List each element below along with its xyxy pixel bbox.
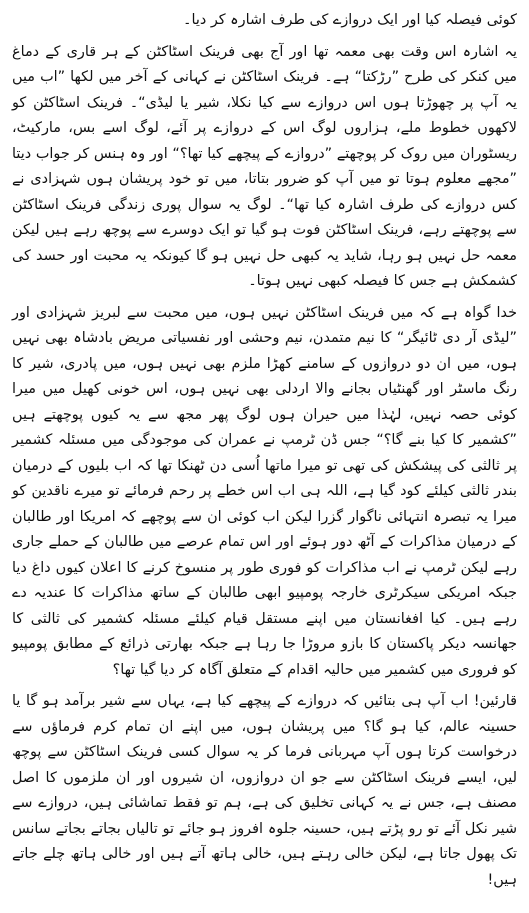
article-paragraph-3: خدا گواہ ہے کہ میں فرینک اسٹاکٹن نہیں ہوں، میں محبت سے لبریز شہزادی اور ”لیڈی آر دی ٹائیگر“ کا نیم متمدن، نیم وحشی اور نفسیاتی مریض بادشاہ بھی نہیں ہوں، میں ان دو دروازوں کے سامنے کھڑا ملزم بھی نہیں ہوں، میں پادری، شیر کا رنگ ماسٹر اور گھنٹیاں بجانے والا اردلی بھی نہیں ہوں، اس خونی کھیل میں میرا کوئی حصہ نہیں، لہٰذا میں حیران ہوں لوگ پھر مجھ سے یہ کیوں پوچھتے ہیں ”کشمیر کا کیا بنے گا؟“ جس ڈن ٹرمپ نے عمران کی موجودگی میں مسئلہ کشمیر پر ثالثی کی پیشکش کی تھی تو میرا ماتھا اُسی دن ٹھنکا تھا کہ اب بلیوں کے درمیان بندر ثالثی کیلئے کود گیا ہے، اللہ ہی اب اس خطے پر رحم فرمائے تو میرے ناقدین کو میرا یہ تبصرہ انتہائی ناگوار گزرا لیکن اب کوئی ان سے پوچھے کہ امریکا اور طالبان کے درمیان مذاکرات کے آٹھ دور ہوئے اور اس تمام عرصے میں طالبان کے حملے جاری رہے لیکن ٹرمپ نے اب مذاکرات کو فوری طور پر منسوخ کرنے کا اعلان کیوں داغ دیا جبکہ امریکی سیکرٹری خارجہ پومپیو ابھی طالبان کے ساتھ مذاکرات کا عندیہ دے رہے ہیں۔ کیا افغانستان میں اپنے مستقل قیام کیلئے مسئلہ کشمیر کی ثالثی کا جھانسہ دیکر پاکستان کا بازو مروڑا جا رہا ہے جبکہ بھارتی ذرائع کے مطابق پومپیو کو فروری میں کشمیر میں حالیہ اقدام کے متعلق آگاہ کر دیا گیا تھا؟ (12, 304, 517, 678)
article-paragraph-1: کوئی فیصلہ کیا اور ایک دروازے کی طرف اشارہ کر دیا۔ (183, 12, 517, 28)
article-paragraph-2: یہ اشارہ اس وقت بھی معمہ تھا اور آج بھی فرینک اسٹاکٹن کے ہر قاری کے دماغ میں کنکر کی طرح ”رڑکتا“ ہے۔ فرینک اسٹاکٹن نے کہانی کے آخر میں لکھا ”اب میں یہ آپ پر چھوڑتا ہوں اس دروازے سے کیا نکلا، شیر یا لیڈی“۔ فرینک اسٹاکٹن کو لاکھوں خطوط ملے، ہزاروں لوگ اس کے دروازے پر آئے، لوگ اسے بس، مارکیٹ، ریسٹوران میں روک کر پوچھتے ”دروازے کے پیچھے کیا تھا؟“ اور وہ ہنس کر جواب دیتا ”مجھے معلوم ہوتا تو میں آپ کو ضرور بتاتا، میں تو خود پریشان ہوں شہزادی نے کس دروازے کی طرف اشارہ کیا تھا“۔ لوگ یہ سوال پوری زندگی فرینک اسٹاکٹن سے پوچھتے رہے، فرینک اسٹاکٹن فوت ہو گیا تو ایک دوسرے سے پوچھ رہے ہیں لیکن معمہ حل نہیں ہو رہا، شاید یہ کبھی حل نہیں ہو گا کیونکہ یہ محبت اور حسد کی کشمکش ہے جس کا فیصلہ کبھی نہیں ہوتا۔ (12, 43, 517, 289)
article-paragraph-4: قارئین! اب آپ ہی بتائیں کہ دروازے کے پیچھے کیا ہے، یہاں سے شیر برآمد ہو گا یا حسینہ عالم، کیا ہو گا؟ میں پریشان ہوں، میں اپنے ان تمام کرم فرماؤں سے درخواست کرتا ہوں آپ مہربانی فرما کر یہ سوال کسی فرینک اسٹاکٹن سے پوچھ لیں، ایسے فرینک اسٹاکٹن سے جو ان دروازوں، ان شیروں اور ان ملزموں کا اصل مصنف ہے، جس نے یہ کہانی تخلیق کی ہے، ہم تو فقط تماشائی ہیں، دروازے سے شیر نکل آئے تو رو پڑتے ہیں، حسینہ جلوہ افروز ہو جائے تو تالیاں بجاتے بجاتے سانس تک پھول جاتا ہے، لیکن خالی رہتے ہیں، خالی ہاتھ آتے ہیں اور خالی ہاتھ چلے جاتے ہیں! (12, 693, 517, 888)
